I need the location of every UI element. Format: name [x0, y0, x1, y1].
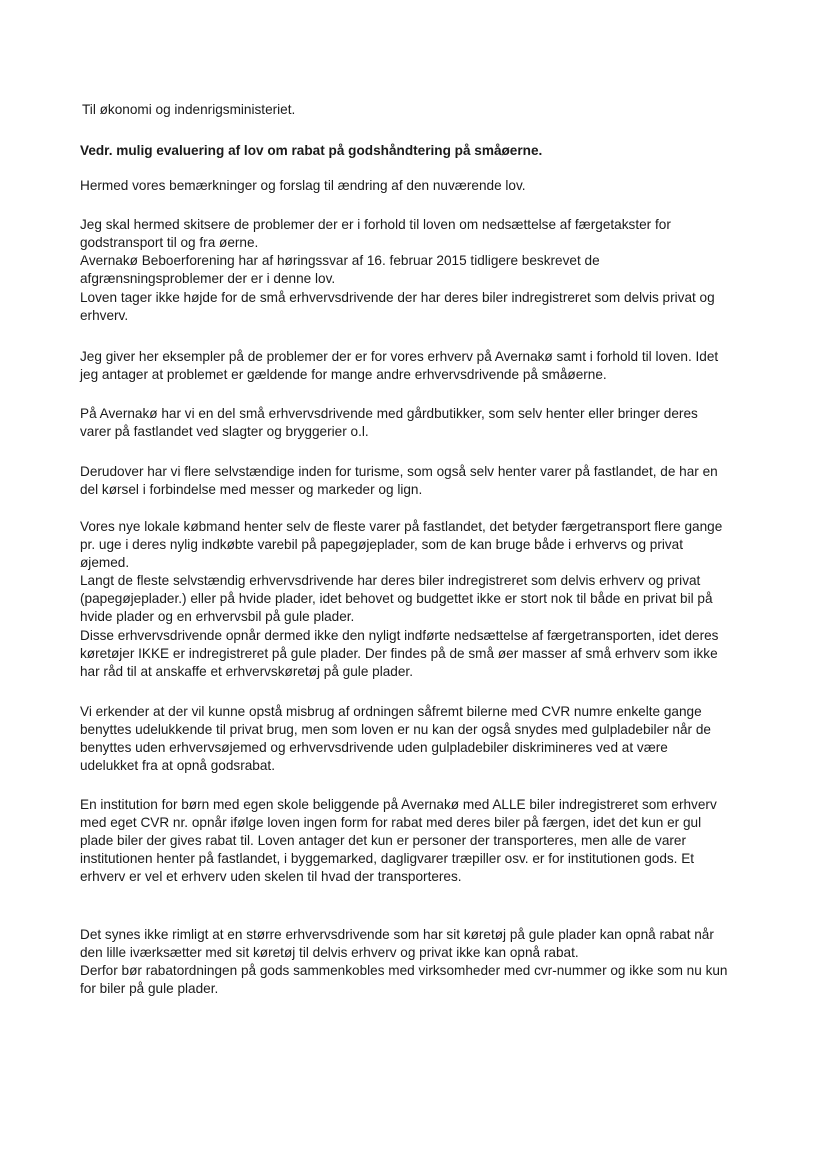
intro-line: Hermed vores bemærkninger og forslag til ændring af den nuværende lov. — [80, 178, 526, 193]
paragraph-3-line: På Avernakø har vi en del små erhvervsdrivende med gårdbutikker, som selv henter eller bringer deres — [80, 406, 698, 421]
paragraph-7-line: institutionen henter på fastlandet, i byggemarked, dagligvarer træpiller osv. er for institutionen gods. Et — [80, 851, 695, 866]
paragraph-5-line: (papegøjeplader.) eller på hvide plader, idet behovet og budgettet ikke er stort nok til både en privat bil på — [80, 591, 713, 606]
paragraph-7-line: En institution for børn med egen skole beliggende på Avernakø med ALLE biler indregistreret som erhverv — [80, 797, 717, 812]
paragraph-1-line: erhverv. — [80, 308, 129, 323]
paragraph-5-line: pr. uge i deres nylig indkøbte varebil på papegøjeplader, som de kan bruge både i erhvervs og privat — [80, 537, 684, 552]
paragraph-5-line: Langt de fleste selvstændig erhvervsdrivende har deres biler indregistreret som delvis erhverv og privat — [80, 573, 701, 588]
paragraph-5-line: har råd til at anskaffe et erhvervskøretøj på gule plader. — [80, 664, 413, 679]
paragraph-8-line: for biler på gule plader. — [80, 981, 219, 996]
paragraph-8-line: Det synes ikke rimligt at en større erhvervsdrivende som har sit køretøj på gule plader kan opnå rabat når — [80, 927, 714, 942]
paragraph-6-line: benyttes udelukkende til privat brug, men som loven er nu kan der også snydes med gulpladebiler når de — [80, 722, 711, 737]
paragraph-7-line: plade biler der gives rabat til. Loven antager det kun er personer der transporteres, men alle de varer — [80, 833, 687, 848]
recipient-line: Til økonomi og indenrigsministeriet. — [82, 102, 296, 117]
paragraph-4-line: Derudover har vi flere selvstændige inden for turisme, som også selv henter varer på fastlandet, de har en — [80, 464, 718, 479]
paragraph-6-line: Vi erkender at der vil kunne opstå misbrug af ordningen såfremt bilerne med CVR numre enkelte gange — [80, 704, 702, 719]
paragraph-7-line: erhverv er vel et erhverv uden skelen til hvad der transporteres. — [80, 869, 462, 884]
paragraph-1-line: Loven tager ikke højde for de små erhvervsdrivende der har deres biler indregistreret som delvis privat og — [80, 290, 715, 305]
paragraph-5-line: hvide plader og en erhvervsbil på gule plader. — [80, 609, 355, 624]
paragraph-2-line: jeg antager at problemet er gældende for mange andre erhvervsdrivende på småøerne. — [80, 367, 607, 382]
paragraph-3-line: varer på fastlandet ved slagter og bryggerier o.l. — [80, 424, 369, 439]
paragraph-6-line: udelukket fra at opnå godsrabat. — [80, 758, 275, 773]
subject-line: Vedr. mulig evaluering af lov om rabat på godshåndtering på småøerne. — [80, 143, 543, 158]
paragraph-5-line: køretøjer IKKE er indregistreret på gule plader. Der findes på de små øer masser af små erhverv som ikke — [80, 646, 718, 661]
paragraph-4-line: del kørsel i forbindelse med messer og markeder og lign. — [80, 482, 423, 497]
paragraph-1-line: afgrænsningsproblemer der er i denne lov. — [80, 271, 336, 286]
paragraph-5-line: Vores nye lokale købmand henter selv de fleste varer på fastlandet, det betyder færgetransport flere gange — [80, 519, 723, 534]
paragraph-5-line: Disse erhvervsdrivende opnår dermed ikke den nyligt indførte nedsættelse af færgetransporten, idet deres — [80, 628, 719, 643]
paragraph-6-line: benyttes uden erhvervsøjemed og erhvervsdrivende uden gulpladebiler diskrimineres ved at være — [80, 740, 668, 755]
paragraph-8-line: Derfor bør rabatordningen på gods sammenkobles med virksomheder med cvr-nummer og ikke som nu kun — [80, 963, 728, 978]
paragraph-8-line: den lille iværksætter med sit køretøj til delvis erhverv og privat ikke kan opnå rabat. — [80, 945, 579, 960]
paragraph-1-line: Avernakø Beboerforening har af høringssvar af 16. februar 2015 tidligere beskrevet de — [80, 253, 600, 268]
paragraph-7-line: med eget CVR nr. opnår ifølge loven ingen form for rabat med deres biler på færgen, idet det kun er gul — [80, 815, 702, 830]
paragraph-2-line: Jeg giver her eksempler på de problemer der er for vores erhverv på Avernakø samt i forhold til loven. Idet — [80, 349, 719, 364]
paragraph-5-line: øjemed. — [80, 555, 130, 570]
paragraph-1-line: godstransport til og fra øerne. — [80, 235, 259, 250]
paragraph-1-line: Jeg skal hermed skitsere de problemer der er i forhold til loven om nedsættelse af færgetakster for — [80, 217, 671, 232]
